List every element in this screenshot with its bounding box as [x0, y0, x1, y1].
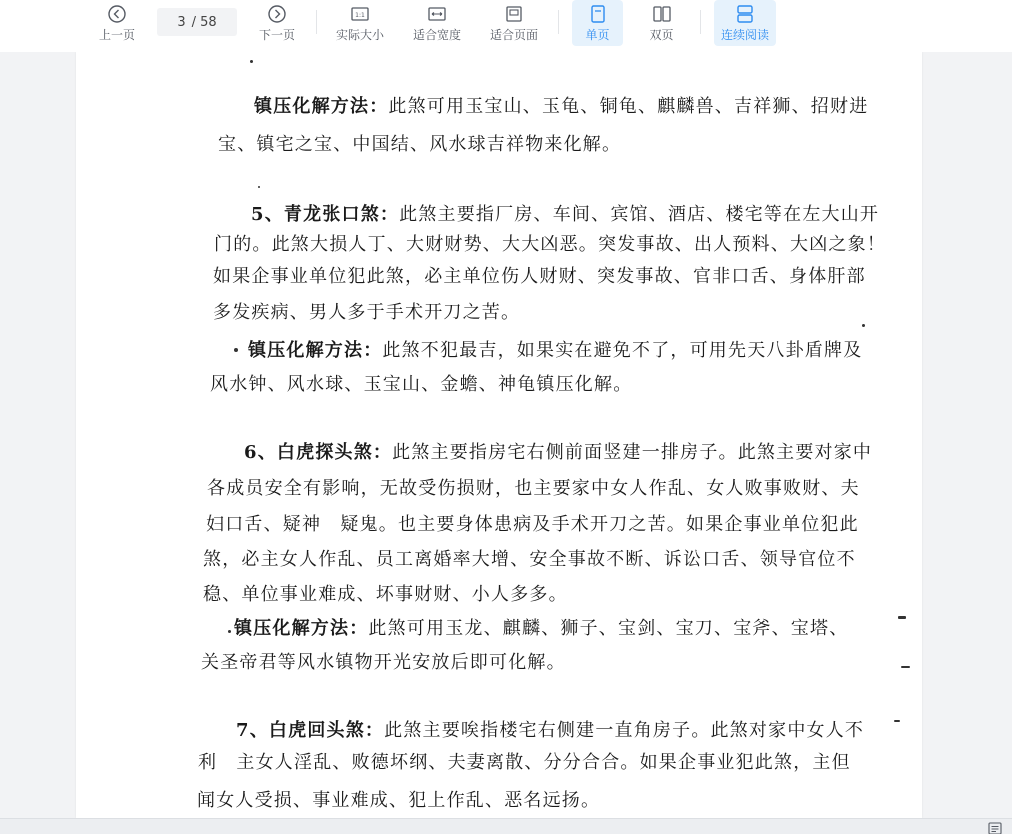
- text-line: 风水钟、风水球、玉宝山、金蟾、神龟镇压化解。: [210, 374, 633, 395]
- text-line: 各成员安全有影响，无故受伤损财，也主要家中女人作乱、女人败事败财、夫: [207, 478, 860, 499]
- scan-speck: [250, 60, 253, 63]
- double-page-button[interactable]: [636, 0, 687, 46]
- current-page-number[interactable]: 3: [177, 14, 186, 30]
- document-viewport[interactable]: [0, 52, 1012, 818]
- scan-speck: [894, 720, 900, 722]
- text-line: 镇压化解方法：此煞不犯最吉，如果实在避免不了，可用先天八卦盾牌及: [248, 340, 863, 361]
- text-line: 宝、镇宅之宝、中国结、风水球吉祥物来化解。: [218, 134, 622, 155]
- actual-size-icon: [350, 4, 370, 24]
- text-line: 妇口舌、疑神 疑鬼。也主要身体患病及手术开刀之苦。如果企事业单位犯此: [206, 514, 859, 535]
- fit-width-button[interactable]: [409, 0, 465, 46]
- next-page-button[interactable]: [252, 0, 302, 46]
- fit-page-button[interactable]: [486, 0, 542, 46]
- text-line: 煞，必主女人作乱、员工离婚率大增、安全事故不断、诉讼口舌、领导官位不: [203, 549, 856, 570]
- text-line: 多发疾病、男人多于手术开刀之苦。: [213, 302, 521, 323]
- toolbar-divider: [558, 10, 559, 34]
- svg-text:1:1: 1:1: [355, 12, 365, 19]
- text-line: 5、青龙张口煞：此煞主要指厂房、车间、宾馆、酒店、楼宅等在左大山开: [251, 204, 880, 225]
- text-line: 镇压化解方法：此煞可用玉宝山、玉龟、铜龟、麒麟兽、吉祥狮、招财进: [254, 96, 869, 117]
- total-pages: / 58: [191, 14, 217, 30]
- toolbar-divider: [700, 10, 701, 34]
- prev-page-label: 上一页: [98, 28, 135, 42]
- text-line: 利 主女人淫乱、败德坏纲、夫妻离散、分分合合。如果企事业犯此煞，主但: [198, 752, 851, 773]
- scan-speck: [258, 186, 260, 188]
- fit-page-label: 适合页面: [489, 28, 538, 42]
- double-page-icon: [652, 4, 672, 24]
- text-line: 如果企事业单位犯此煞，必主单位伤人财财、突发事故、官非口舌、身体肝部: [213, 266, 866, 287]
- text-line: 门的。此煞大损人丁、大财财势、大大凶恶。突发事故、出人预料、大凶之象！: [214, 234, 886, 255]
- text-line: 关圣帝君等风水镇物开光安放后即可化解。: [201, 652, 566, 673]
- fit-page-icon: [504, 4, 524, 24]
- fit-width-label: 适合宽度: [412, 28, 461, 42]
- fit-width-icon: [427, 4, 447, 24]
- document-page: [76, 52, 922, 818]
- single-page-button[interactable]: [572, 0, 623, 46]
- continuous-scroll-icon: [735, 4, 755, 24]
- text-line: 稳、单位事业难成、坏事财财、小人多多。: [203, 584, 568, 605]
- actual-size-button[interactable]: [332, 0, 388, 46]
- single-page-label: 单页: [585, 28, 610, 42]
- double-page-label: 双页: [649, 28, 674, 42]
- page-indicator[interactable]: [157, 8, 237, 36]
- text-line: 镇压化解方法：此煞可用玉龙、麒麟、狮子、宝剑、宝刀、宝斧、宝塔、: [234, 618, 849, 639]
- continuous-reading-button[interactable]: [714, 0, 776, 46]
- text-line: 6、白虎探头煞：此煞主要指房宅右侧前面竖建一排房子。此煞主要对家中: [244, 442, 873, 463]
- toolbar-divider: [316, 10, 317, 34]
- chevron-left-circle-icon: [107, 4, 127, 24]
- notes-icon[interactable]: [988, 820, 1002, 833]
- status-bar: [0, 818, 1012, 834]
- scan-speck: [862, 324, 865, 327]
- scan-speck: [234, 348, 238, 352]
- scan-speck: [898, 616, 906, 619]
- text-line: 闻女人受损、事业难成、犯上作乱、恶名远扬。: [197, 790, 601, 811]
- prev-page-button[interactable]: [92, 0, 142, 46]
- continuous-reading-label: 连续阅读: [720, 28, 769, 42]
- next-page-label: 下一页: [258, 28, 295, 42]
- viewer-toolbar: [0, 0, 1012, 52]
- chevron-right-circle-icon: [267, 4, 287, 24]
- actual-size-label: 实际大小: [335, 28, 384, 42]
- scan-speck: [901, 666, 910, 668]
- scan-speck: [228, 630, 231, 633]
- text-line: 7、白虎回头煞：此煞主要唉指楼宅右侧建一直角房子。此煞对家中女人不: [236, 720, 865, 741]
- single-page-icon: [588, 4, 608, 24]
